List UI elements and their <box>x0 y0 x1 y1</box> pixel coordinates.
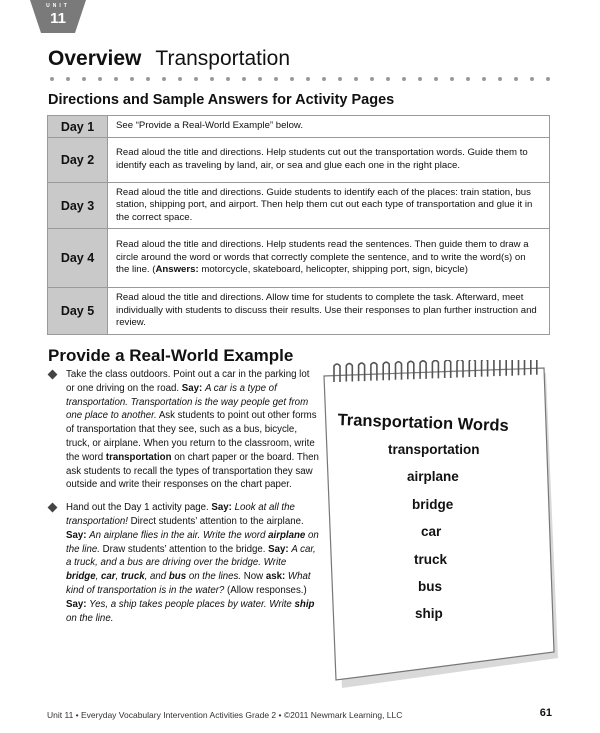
divider-dot <box>178 77 182 81</box>
day-text <box>108 183 550 229</box>
day-label: Day 1 <box>48 116 108 138</box>
divider-dot <box>290 77 294 81</box>
table-row <box>48 229 550 288</box>
directions-heading: Directions and Sample Answers for Activity Pages <box>48 92 395 108</box>
ask-label: ask: <box>265 571 286 583</box>
divider-dot <box>146 77 150 81</box>
bold-word: airplane <box>268 529 306 541</box>
divider-dot <box>194 77 198 81</box>
notepad-word: car <box>421 524 442 539</box>
bullet-text: Hand out the Day 1 activity page. <box>66 502 212 514</box>
bullet-item <box>48 501 320 625</box>
bullet-list <box>48 368 320 625</box>
divider-dot <box>418 77 422 81</box>
page-header <box>48 47 290 73</box>
notepad-word: airplane <box>407 469 459 484</box>
bold-word: car <box>101 571 116 583</box>
dotted-divider <box>50 77 550 83</box>
bullet-text: Direct students’ attention to the airplane. <box>127 515 304 527</box>
divider-dot <box>434 77 438 81</box>
say-quote: What kind of transportation is in the water? <box>66 571 311 596</box>
divider-dot <box>162 77 166 81</box>
divider-dot <box>530 77 534 81</box>
divider-dot <box>226 77 230 81</box>
divider-dot <box>514 77 518 81</box>
divider-dot <box>546 77 550 81</box>
divider-dot <box>274 77 278 81</box>
day-text-run: Read aloud the title and directions. Guide students to identify each of the places: train station, bus station, shipping port, and airport. Then help them cut out each type of transportation and glue it in the correct space. <box>116 186 533 223</box>
bullet-text: Draw students’ attention to the bridge. <box>99 543 269 555</box>
page-title: Overview <box>48 47 142 70</box>
say-quote: on the line. <box>66 612 114 624</box>
bold-word: ship <box>294 598 315 610</box>
day-label: Day 5 <box>48 288 108 335</box>
say-quote: A car, a truck, and a bus are driving over the bridge. Write <box>66 543 316 569</box>
notepad-word: truck <box>414 552 448 567</box>
say-label: Say: <box>268 543 289 555</box>
say-quote: Yes, a ship takes people places by water. Write <box>89 598 295 610</box>
notepad-word: transportation <box>388 442 480 457</box>
notepad-title: Transportation Words <box>337 411 510 435</box>
day-text-run: Read aloud the title and directions. Help students read the sentences. Then guide them to draw a circle around the word or words that correctly complete the sentence, and to write the word(s) on the line. ( <box>116 239 529 276</box>
table-row <box>48 183 550 229</box>
day-table <box>47 115 550 335</box>
notepad-word: bus <box>418 579 443 594</box>
notepad-word: ship <box>415 606 443 621</box>
divider-dot <box>450 77 454 81</box>
unit-number: 11 <box>50 10 66 27</box>
say-quote: An airplane flies in the air. Write the word <box>89 529 269 541</box>
diamond-bullet-icon <box>48 503 58 513</box>
bullet-text: on chart paper or the board. Then ask students to recall the types of transportation they saw outside and write their responses on the chart paper. <box>66 451 319 491</box>
divider-dot <box>210 77 214 81</box>
divider-dot <box>466 77 470 81</box>
bullet-item <box>48 368 320 492</box>
day-text-run: Read aloud the title and directions. Allow time for students to complete the task. Afterward, meet individually with students to discuss their results. Use their responses to plan further instruction and review. <box>116 292 537 329</box>
day-text <box>108 229 550 288</box>
say-label: Say: <box>181 382 203 394</box>
divider-dot <box>50 77 54 81</box>
day-text <box>108 116 550 138</box>
say-quote: Look at all the transportation! <box>66 502 295 527</box>
day-label: Day 2 <box>48 138 108 183</box>
notepad-word: bridge <box>412 497 454 512</box>
say-quote: on the lines. <box>186 571 242 583</box>
page-subtitle: Transportation <box>155 47 291 70</box>
divider-dot <box>402 77 406 81</box>
divider-dot <box>306 77 310 81</box>
say-label: Say: <box>66 598 87 610</box>
bold-word: bus <box>168 571 187 583</box>
bullet-text: Now <box>241 571 266 583</box>
say-label: Say: <box>66 529 87 541</box>
table-row <box>48 138 550 183</box>
day-text-run: See “Provide a Real-World Example” below. <box>116 120 303 132</box>
day-label: Day 3 <box>48 183 108 229</box>
unit-label: UNIT <box>46 3 70 9</box>
divider-dot <box>498 77 502 81</box>
say-quote: , <box>95 571 101 583</box>
day-text <box>108 288 550 335</box>
day-text-run: Read aloud the title and directions. Help students cut out the transportation words. Guide them to identify each as traveling by land, air, or sea and glue each one in the right place. <box>116 147 528 171</box>
divider-dot <box>242 77 246 81</box>
table-row <box>48 116 550 138</box>
bullet-text: Take the class outdoors. Point out a car in the parking lot or one driving on the road. <box>66 369 310 394</box>
day-text <box>108 138 550 183</box>
say-label: Say: <box>211 502 232 514</box>
bullet-text: Ask students to point out other forms of transportation that they see, such as a bus, bicycle, truck, or airplane. When you return to the classroom, write the word <box>66 410 317 463</box>
divider-dot <box>354 77 358 81</box>
bullet-text: (Allow responses.) <box>224 584 307 596</box>
say-quote: A car is a type of transportation. Transportation is the way people get from one place to another. <box>66 382 309 422</box>
divider-dot <box>338 77 342 81</box>
say-quote: , <box>115 571 121 583</box>
divider-dot <box>482 77 486 81</box>
page-footer: Unit 11 • Everyday Vocabulary Intervention Activities Grade 2 • ©2011 Newmark Learning, LLC <box>47 710 403 720</box>
bold-word: bridge <box>66 571 96 583</box>
divider-dot <box>82 77 86 81</box>
divider-dot <box>386 77 390 81</box>
example-heading: Provide a Real-World Example <box>48 346 294 365</box>
divider-dot <box>114 77 118 81</box>
divider-dot <box>98 77 102 81</box>
table-row <box>48 288 550 335</box>
divider-dot <box>322 77 326 81</box>
bold-word: truck <box>120 571 145 583</box>
day-text-run: motorcycle, skateboard, helicopter, shipping port, sign, bicycle) <box>198 264 468 276</box>
divider-dot <box>258 77 262 81</box>
divider-dot <box>66 77 70 81</box>
say-quote: on the line. <box>66 529 319 555</box>
diamond-bullet-icon <box>48 370 58 380</box>
bold-word: transportation <box>105 451 172 463</box>
divider-dot <box>130 77 134 81</box>
day-label: Day 4 <box>48 229 108 288</box>
unit-tab <box>30 0 86 33</box>
say-quote: , and <box>144 571 169 583</box>
answers-label: Answers: <box>155 264 199 276</box>
divider-dot <box>370 77 374 81</box>
page-number: 61 <box>539 707 552 719</box>
